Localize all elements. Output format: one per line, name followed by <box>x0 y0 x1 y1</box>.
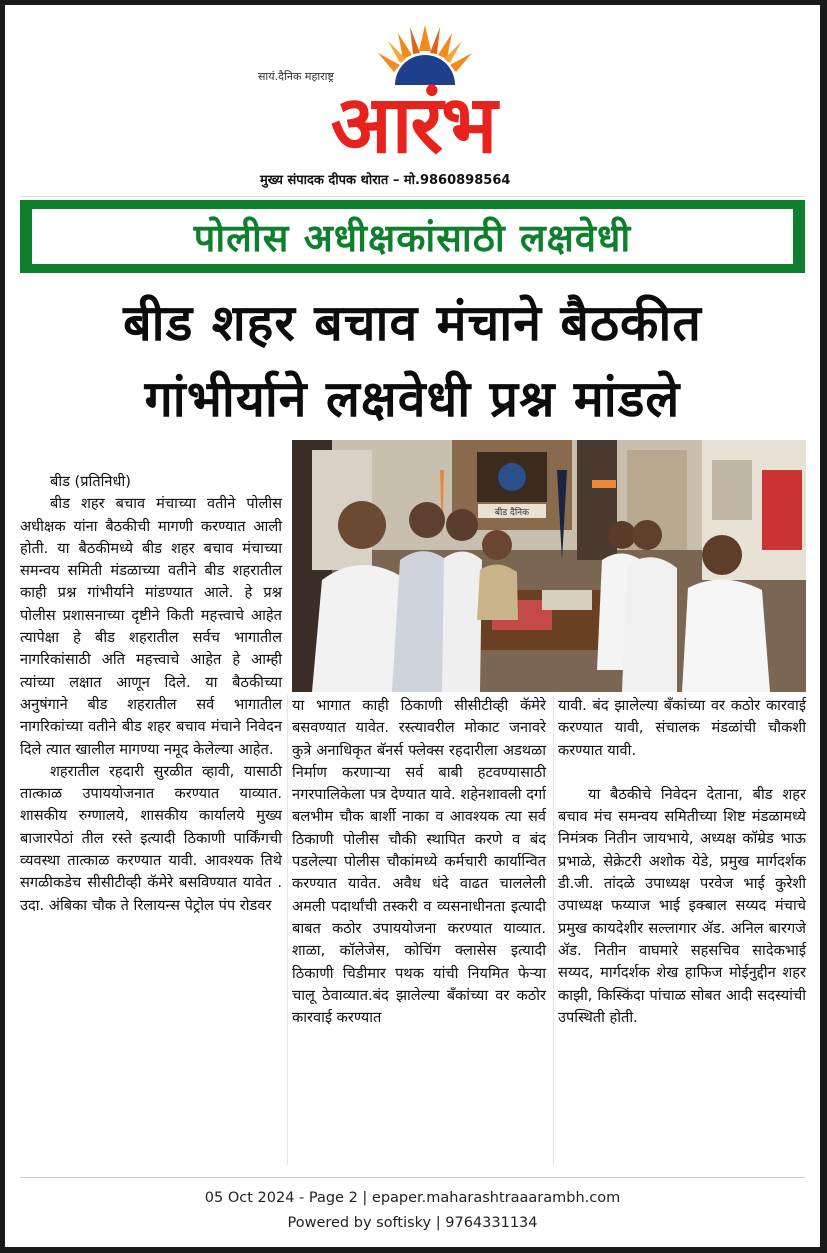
column-divider <box>553 695 554 1165</box>
article-paragraph: या बैठकीचे निवेदन देताना, बीड शहर बचाव मंच समन्वय समितीच्या शिष्ट मंडळामध्ये निमंत्रक नितीन जायभाये, अध्यक्ष कॉम्रेड भाऊ प्रभाळे, सेक्रेटरी अशोक येडे, प्रमुख मार्गदर्शक डी.जी. तांदळे उपाध्यक्ष परवेज भाई कुरेशी उपाध्यक्ष फय्याज भाई इक्बाल सय्यद मंचाचे प्रमुख कायदेशीर सल्लागार ॲड. अनिल बारगजे ॲड. नितीन वाघमारे सहसचिव सादेकभाई सय्यद, मार्गदर्शक शेख हाफिज मोईनुद्दीन शहर काझी, किस्किंदा पांचाळ सोबत आदी सदस्यांची उपस्थिती होती. <box>558 785 806 1026</box>
news-photo <box>292 440 806 692</box>
headline-line-2: गांभीर्याने लक्षवेधी प्रश्न मांडले <box>144 370 681 428</box>
epaper-page <box>5 5 820 1247</box>
headline-line-1: बीड शहर बचाव मंचाने बैठकीत <box>123 294 702 352</box>
newspaper-logo: आरंभ <box>330 78 496 171</box>
article-paragraph: शहरातील रहदारी सुरळीत व्हावी, यासाठी तात्काळ उपाययोजनात करण्यात याव्यात. शासकीय रुग्णालये, शासकीय कार्यालये मुख्य बाजारपेठां तील रस्ते इत्यादी ठिकाणी पार्किंगची व्यवस्था तात्काळ करण्यात यावी. आवश्यक तिथे सगळीकडेच सीसीटीव्ही कॅमेरे बसविण्यात यावेत . उदा. अंबिका चौक ते रिलायन्स पेट्रोल पंप रोडवर <box>20 762 282 914</box>
dateline: बीड (प्रतिनिधी) <box>50 473 131 490</box>
masthead-tagline: सायं.दैनिक महाराष्ट्र <box>258 70 334 83</box>
kicker-banner <box>20 200 805 273</box>
article-paragraph: बीड शहर बचाव मंचाच्या वतीने पोलीस अधीक्षक यांना बैठकीची मागणी करण्यात आली होती. या बैठकीमध्ये बीड शहर बचाव मंचाच्या समन्वय समिती मंडळाच्या वतीने बीड शहरातील काही प्रश्न गांभीर्याने मांडण्यात आले. हे प्रश्न पोलीस प्रशासनाच्या दृष्टीने किती महत्त्वाचे आहेत त्यापेक्षा हे बीड शहरातील सर्वच भागातील नागरिकांसाठी अति महत्त्वाचे आहेत हे आम्ही त्यांच्या लक्षात आणून दिले. या बैठकीच्या अनुषंगाने बीड शहरातील सर्व भागातील नागरिकांच्या वतीने बीड शहर बचाव मंचाने निवेदन दिले त्यात खालील मागण्या नमूद केलेल्या आहेत. <box>20 495 282 758</box>
footer-divider <box>20 1177 805 1178</box>
kicker-text: पोलीस अधीक्षकांसाठी लक्षवेधी <box>32 209 793 264</box>
article-column-3 <box>558 695 806 1029</box>
editor-contact: मुख्य संपादक दीपक थोरात – मो.9860898564 <box>260 173 511 188</box>
masthead <box>5 5 820 195</box>
article-paragraph: या भागात काही ठिकाणी सीसीटीव्ही कॅमेरे बसवण्यात यावेत. रस्त्यावरील मोकाट जनावरे कुत्रे अनाधिकृत बॅनर्स फ्लेक्स रहदारीला अडथळा निर्माण करणाऱ्या सर्व बाबी हटवण्यासाठी नगरपालिकेला पत्र देण्यात यावे. शहेनशावली दर्गा बलभीम चौक बार्शी नाका व आवश्यक त्या सर्व ठिकाणी पोलीस चौकी स्थापित करणे व बंद पडलेल्या पोलीस चौकांमध्ये कर्मचारी कार्यान्वित करण्यात यावेत. अवैध धंदे वाढत चाललेली अमली पदार्थांची तस्करी व व्यसनाधीनता इत्यादी बाबत कठोर उपाययोजना करण्यात याव्यात. शाळा, कॉलेजेस, कोचिंग क्लासेस इत्यादी ठिकाणी चिडीमार पथक यांची नियमित फेऱ्या चालू ठेवाव्यात.बंद झालेल्या बँकांच्या वर कठोर कारवाई करण्यात <box>292 697 546 1027</box>
footer-credits: Powered by softisky | 9764331134 <box>287 1215 538 1231</box>
article-column-1 <box>20 471 282 917</box>
article-column-2 <box>292 695 546 1029</box>
article-paragraph: यावी. बंद झालेल्या बँकांच्या वर कठोर कारवाई करण्यात यावी, संचालक मंडळांची चौकशी करण्यात यावी. <box>558 697 806 759</box>
masthead-divider <box>20 196 805 197</box>
nameplate-text: बीड दैनिक <box>494 508 530 518</box>
column-divider <box>287 695 288 1165</box>
footer-date-url[interactable]: 05 Oct 2024 - Page 2 | epaper.maharashtraaarambh.com <box>204 1190 621 1206</box>
